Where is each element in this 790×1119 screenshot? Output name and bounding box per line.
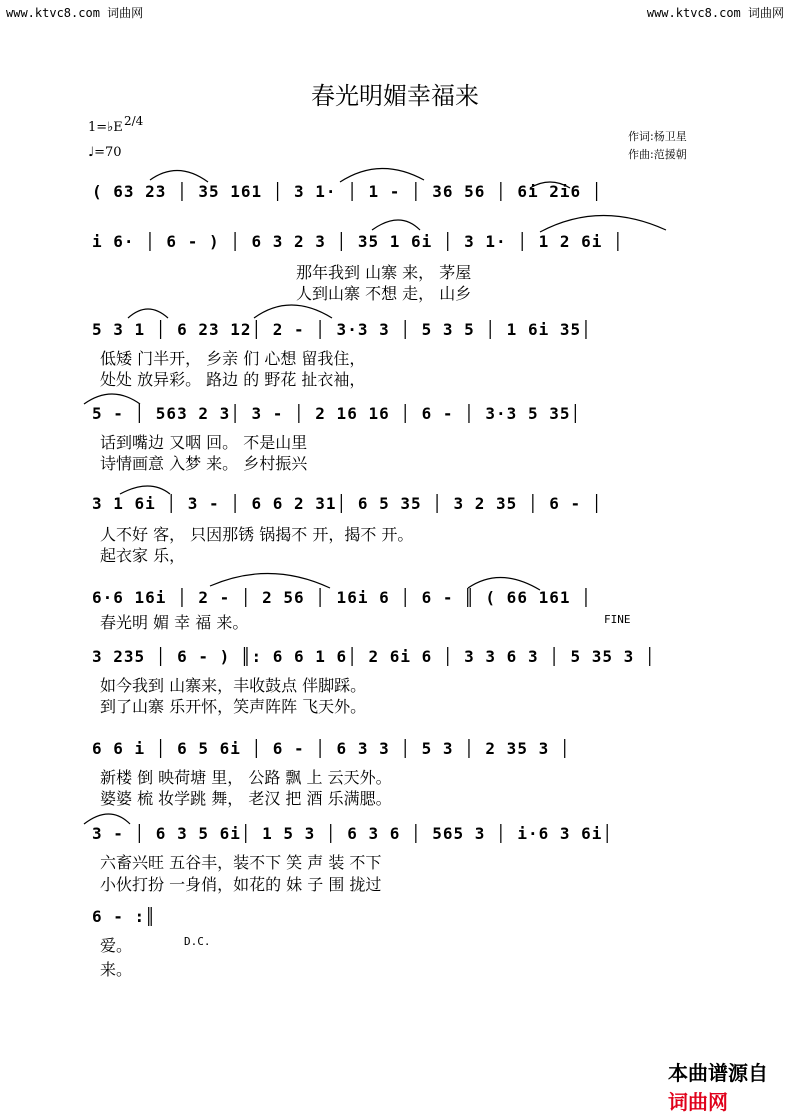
dc-mark: D.C. (184, 935, 211, 948)
watermark-right: www.ktvc8.com 词曲网 (646, 6, 784, 20)
lyric-line: 到了山寨 乐开怀，笑声阵阵 飞天外。 (100, 697, 367, 716)
lyric-line: 小伙打扮 一身俏，如花的 妹 子 围 拢过 (100, 875, 382, 894)
lyric-line: 新楼 倒 映荷塘 里， 公路 飘 上 云天外。 (100, 768, 392, 787)
key-signature: 1=♭E (88, 120, 123, 135)
song-title: 春光明媚幸福来 (311, 82, 479, 110)
footer-brand: 本曲谱源自 (668, 1061, 768, 1085)
jianpu-notes: 3 1 6i │ 3 - │ 6 6 2 31│ 6 5 35 │ 3 2 35 │ 6 - │ (92, 494, 603, 513)
composer-credit: 作曲:范援朝 (628, 148, 687, 161)
lyric-line: 人到山寨 不想 走， 山乡 (296, 284, 472, 303)
lyric-line: 如今我到 山寨来，丰收鼓点 伴脚踩。 (100, 676, 367, 695)
lyric-line: 爱。 (100, 936, 133, 955)
watermark-left: www.ktvc8.com 词曲网 (6, 6, 144, 20)
jianpu-notes: 6 - :║ (92, 907, 156, 926)
score-row-1 (84, 178, 744, 218)
footer-site-link[interactable]: 词曲网 (668, 1090, 728, 1114)
time-signature: 2/4 (124, 114, 144, 128)
lyric-line: 来。 (100, 960, 133, 979)
jianpu-notes: ( 63 23 │ 35 161 │ 3 1· │ 1 - │ 36 56 │ 6i 2i6 │ (92, 182, 603, 201)
lyric-line: 起衣家 乐， (100, 546, 186, 565)
lyric-line: 婆婆 梳 妆学跳 舞， 老汉 把 酒 乐满腮。 (100, 789, 392, 808)
lyric-line: 人不好 客， 只因那锈 锅揭不 开，揭不 开。 (100, 525, 414, 544)
jianpu-notes: i 6· │ 6 - ) │ 6 3 2 3 │ 35 1 6i │ 3 1· │ 1 2 6i │ (92, 232, 624, 251)
jianpu-notes: 3 - │ 6 3 5 6i│ 1 5 3 │ 6 3 6 │ 565 3 │ i·6 3 6i│ (92, 824, 614, 843)
jianpu-notes: 6 6 i │ 6 5 6i │ 6 - │ 6 3 3 │ 5 3 │ 2 35 3 │ (92, 739, 571, 758)
fine-mark: FINE (604, 613, 631, 626)
jianpu-notes: 5 - │ 563 2 3│ 3 - │ 2 16 16 │ 6 - │ 3·3 5 35│ (92, 404, 582, 423)
jianpu-notes: 5 3 1 │ 6 23 12│ 2 - │ 3·3 3 │ 5 3 5 │ 1 6i 35│ (92, 320, 592, 339)
lyric-line: 那年我到 山寨 来， 茅屋 (296, 263, 472, 282)
lyric-line: 六畜兴旺 五谷丰，装不下 笑 声 装 不下 (100, 853, 382, 872)
lyric-line: 低矮 门半开， 乡亲 们 心想 留我住， (100, 349, 366, 368)
lyric-line: 话到嘴边 又咽 回。 不是山里 (100, 433, 308, 452)
lyric-line: 处处 放异彩。 路边 的 野花 扯衣袖， (100, 370, 366, 389)
jianpu-notes: 3 235 │ 6 - ) ║: 6 6 1 6│ 2 6i 6 │ 3 3 6 3 │ 5 35 3 │ (92, 647, 656, 666)
tempo-mark: ♩=70 (88, 145, 122, 160)
jianpu-notes: 6·6 16i │ 2 - │ 2 56 │ 16i 6 │ 6 - ║ ( 66 161 │ (92, 588, 592, 607)
source-footer (654, 1033, 768, 1115)
lyricist-credit: 作词:杨卫星 (628, 130, 687, 143)
lyric-line: 春光明 媚 幸 福 来。 (100, 613, 249, 632)
lyric-line: 诗情画意 入梦 来。 乡村振兴 (100, 454, 308, 473)
